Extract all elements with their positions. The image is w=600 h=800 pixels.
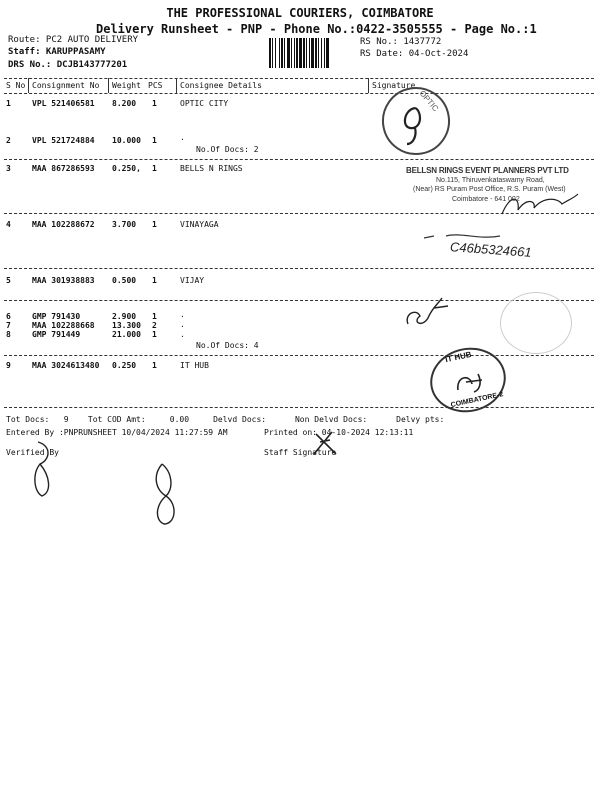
row-weight: 0.250, bbox=[112, 164, 141, 173]
row-consignment: MAA 3024613480 bbox=[32, 361, 100, 370]
it-hub-stamp-bottom: COIMBATORE-2 bbox=[450, 391, 504, 410]
row-pcs: 1 bbox=[152, 164, 157, 173]
drs-number: DRS No.: DCJB143777201 bbox=[8, 60, 128, 70]
company-title: THE PROFESSIONAL COURIERS, COIMBATORE bbox=[166, 6, 434, 20]
optic-stamp-text: OPTIC bbox=[417, 88, 441, 114]
table-bottom-rule bbox=[4, 407, 594, 408]
it-hub-signature bbox=[452, 368, 492, 398]
row-consignee: OPTIC CITY bbox=[180, 99, 229, 108]
row-docs-count: No.Of Docs: 4 bbox=[196, 341, 259, 350]
col-divider bbox=[176, 78, 177, 93]
row-sno: 1 bbox=[6, 99, 11, 108]
faint-stamp bbox=[500, 292, 572, 354]
row-rule bbox=[4, 355, 594, 356]
row-consignment: GMP 791449 bbox=[32, 330, 81, 339]
row-sno: 7 bbox=[6, 321, 11, 330]
entered-by: Entered By :PNPRUNSHEET 10/04/2024 11:27:59 AM bbox=[6, 428, 228, 437]
col-header-sno: S No bbox=[6, 81, 26, 90]
printed-on: Printed on: 04-10-2024 12:13:11 bbox=[264, 428, 414, 437]
row-consignee: . bbox=[180, 310, 185, 319]
row-pcs: 1 bbox=[152, 136, 157, 145]
rs-number: RS No.: 1437772 bbox=[360, 37, 442, 47]
row-pcs: 1 bbox=[152, 361, 157, 370]
col-divider bbox=[28, 78, 29, 93]
col-header-consignment: Consignment No bbox=[32, 81, 100, 90]
row-sno: 8 bbox=[6, 330, 11, 339]
staff-label: Staff: KARUPPASAMY bbox=[8, 47, 106, 57]
barcode bbox=[268, 38, 358, 68]
row-consignment: VPL 521724884 bbox=[32, 136, 95, 145]
col-header-consignee: Consignee Details bbox=[180, 81, 262, 90]
row-rule bbox=[4, 300, 594, 301]
col-header-pcs: PCS bbox=[148, 81, 163, 90]
row-sno: 2 bbox=[6, 136, 11, 145]
row-weight: 0.500 bbox=[112, 276, 137, 285]
row-weight: 13.300 bbox=[112, 321, 141, 330]
row4-handwriting: C46b5324661 bbox=[449, 239, 533, 260]
col-divider bbox=[108, 78, 109, 93]
row-consignment: MAA 301938883 bbox=[32, 276, 95, 285]
row-rule bbox=[4, 268, 594, 269]
row-pcs: 1 bbox=[152, 276, 157, 285]
row-sno: 5 bbox=[6, 276, 11, 285]
row-pcs: 1 bbox=[152, 99, 157, 108]
table-top-rule bbox=[4, 78, 594, 79]
row-sno: 3 bbox=[6, 164, 11, 173]
verified-by-label: Verified By bbox=[6, 448, 59, 457]
bottom-signature bbox=[148, 460, 188, 530]
row-consignee: IT HUB bbox=[180, 361, 209, 370]
it-hub-stamp-top: IT HUB bbox=[444, 349, 473, 365]
col-header-weight: Weight bbox=[112, 81, 141, 90]
row-consignee: BELLS N RINGS bbox=[180, 164, 243, 173]
row-rule bbox=[4, 159, 594, 160]
row-consignee: . bbox=[180, 133, 185, 142]
row-sno: 4 bbox=[6, 220, 11, 229]
row-weight: 3.700 bbox=[112, 220, 137, 229]
bellsn-stamp-name: BELLSN RINGS EVENT PLANNERS PVT LTD bbox=[406, 166, 569, 175]
row-consignee: VINAYAGA bbox=[180, 220, 219, 229]
verified-signature bbox=[28, 440, 58, 500]
row-weight: 2.900 bbox=[112, 312, 137, 321]
row-pcs: 1 bbox=[152, 220, 157, 229]
col-header-signature: Signature bbox=[372, 81, 416, 90]
staff-signature-mark bbox=[310, 428, 340, 458]
row-consignee: VIJAY bbox=[180, 276, 205, 285]
bellsn-stamp-addr2: (Near) RS Puram Post Office, R.S. Puram (West) bbox=[413, 186, 566, 193]
row-docs-count: No.Of Docs: 2 bbox=[196, 145, 259, 154]
row-consignee: . bbox=[180, 320, 185, 329]
row-weight: 8.200 bbox=[112, 99, 137, 108]
row-pcs: 1 bbox=[152, 312, 157, 321]
bellsn-stamp-addr3: Coimbatore - 641 002 bbox=[452, 196, 520, 203]
row-consignment: GMP 791430 bbox=[32, 312, 81, 321]
row-weight: 0.250 bbox=[112, 361, 137, 370]
row-weight: 21.000 bbox=[112, 330, 141, 339]
row-consignment: MAA 867286593 bbox=[32, 164, 95, 173]
row-pcs: 2 bbox=[152, 321, 157, 330]
bellsn-stamp-addr1: No.115, Thiruvenkataswamy Road, bbox=[436, 177, 545, 184]
route-label: Route: PC2 AUTO DELIVERY bbox=[8, 35, 139, 45]
row-consignment: MAA 102288672 bbox=[32, 220, 95, 229]
col-divider bbox=[368, 78, 369, 93]
runsheet-subtitle: Delivery Runsheet - PNP - Phone No.:0422-3505555 - Page No.:1 bbox=[96, 22, 537, 36]
row-consignee: . bbox=[180, 330, 185, 339]
bellsn-signature bbox=[500, 190, 580, 220]
optic-signature bbox=[395, 100, 435, 150]
totals-line: Tot Docs: 9 Tot COD Amt: 0.00 Delvd Docs: Non Delvd Docs: Delvy pts: bbox=[6, 415, 445, 424]
row-pcs: 1 bbox=[152, 330, 157, 339]
row-consignment: VPL 521406581 bbox=[32, 99, 95, 108]
row-sno: 9 bbox=[6, 361, 11, 370]
staff-signature-label: Staff Signature bbox=[264, 448, 337, 457]
rs-date: RS Date: 04-Oct-2024 bbox=[360, 49, 469, 59]
row-consignment: MAA 102288668 bbox=[32, 321, 95, 330]
table-header-rule bbox=[4, 93, 594, 94]
row6-signature bbox=[398, 294, 458, 334]
row-weight: 10.000 bbox=[112, 136, 141, 145]
row-sno: 6 bbox=[6, 312, 11, 321]
